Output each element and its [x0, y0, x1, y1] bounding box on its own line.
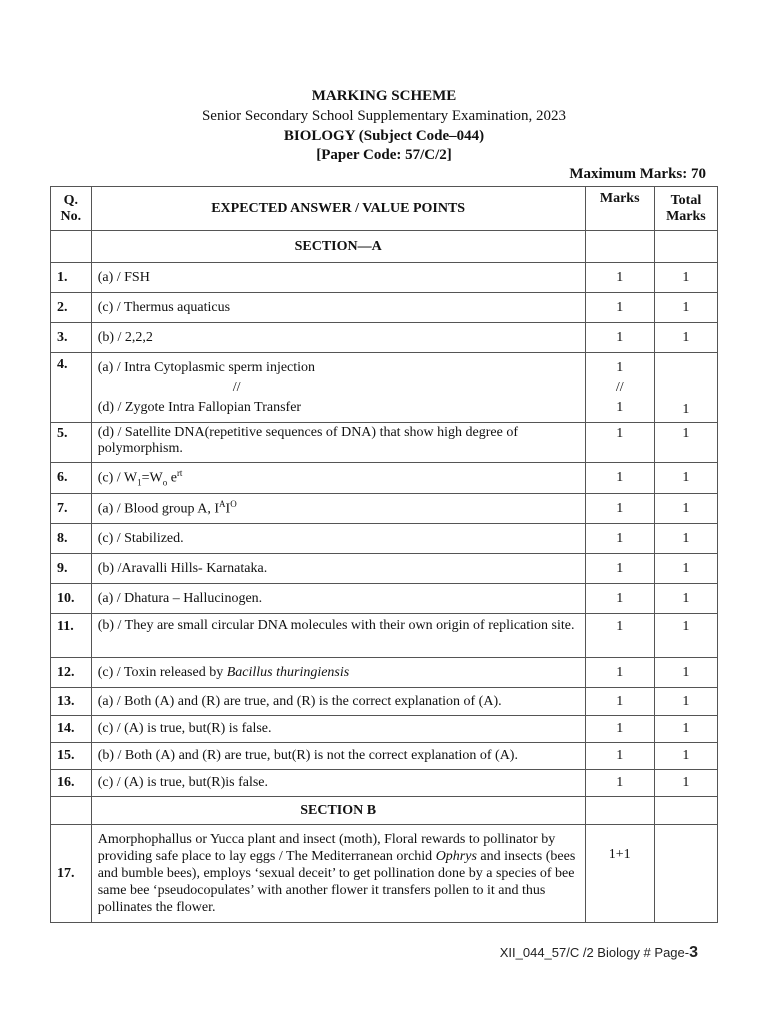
table-row — [51, 554, 718, 584]
table-row — [51, 293, 718, 323]
total: 1 — [654, 293, 717, 323]
answer: (b) / Both (A) and (R) are true, but(R) is not the correct explanation of (A). — [91, 743, 585, 770]
qno: 12. — [51, 658, 92, 688]
marks: 1 — [585, 494, 654, 524]
section-b-row — [51, 797, 718, 825]
qno: 17. — [51, 825, 92, 923]
qno: 3. — [51, 323, 92, 353]
table-row — [51, 353, 718, 423]
table-row — [51, 825, 718, 923]
total: 1 — [654, 524, 717, 554]
table-row — [51, 494, 718, 524]
answer: (a) / FSH — [91, 263, 585, 293]
total: 1 — [654, 743, 717, 770]
marks: 1+1 — [585, 825, 654, 923]
marks — [585, 353, 654, 423]
answer: (a) / Dhatura – Hallucinogen. — [91, 584, 585, 614]
marks: 1 — [585, 770, 654, 797]
answer: (c) / (A) is true, but(R)is false. — [91, 770, 585, 797]
page-number: 3 — [689, 944, 698, 961]
document-title: MARKING SCHEME — [311, 88, 457, 104]
table-row — [51, 743, 718, 770]
table-row — [51, 716, 718, 743]
header-marks: Marks — [585, 187, 654, 231]
total: 1 — [654, 554, 717, 584]
table-header-row — [51, 187, 718, 231]
total: 1 — [654, 494, 717, 524]
marks: 1 — [585, 323, 654, 353]
answer: (a) / Both (A) and (R) are true, and (R) is the correct explanation of (A). — [91, 688, 585, 716]
answer: (a) / Blood group A, $I^AI^O$ — [91, 494, 585, 524]
total: 1 — [654, 716, 717, 743]
qno: 11. — [51, 614, 92, 658]
marks: 1 — [585, 554, 654, 584]
table-row — [51, 614, 718, 658]
total: 1 — [654, 614, 717, 658]
qno: 14. — [51, 716, 92, 743]
answer: (c) / Toxin released by Bacillus thuringiensis — [91, 658, 585, 688]
total: 1 — [654, 584, 717, 614]
answer: $(c) / W_1=W_o$ $e^{rt}$ — [91, 463, 585, 494]
marks: 1 — [585, 263, 654, 293]
paper-code: [Paper Code: 57/C/2] — [316, 147, 452, 163]
answer: (d) / Satellite DNA(repetitive sequences of DNA) that show high degree of polymorphism. — [91, 423, 585, 463]
subject-line: BIOLOGY (Subject Code–044) — [283, 128, 485, 144]
answer — [91, 353, 585, 423]
qno: 9. — [51, 554, 92, 584]
answer: (b) /Aravalli Hills- Karnataka. — [91, 554, 585, 584]
qno: 16. — [51, 770, 92, 797]
footer-text: XII_044_57/C /2 Biology # Page- — [499, 945, 690, 960]
table-row — [51, 688, 718, 716]
table-row — [51, 423, 718, 463]
total: 1 — [654, 688, 717, 716]
answer: (c) / Thermus aquaticus — [91, 293, 585, 323]
section-a-row — [51, 231, 718, 263]
answer-line: (d) / Zygote Intra Fallopian Transfer — [97, 399, 302, 415]
marks: 1 — [585, 743, 654, 770]
table-row — [51, 263, 718, 293]
marks-line: 1 — [616, 359, 624, 375]
qno: 10. — [51, 584, 92, 614]
marks: 1 — [585, 423, 654, 463]
marks: 1 — [585, 614, 654, 658]
answer: (b) / They are small circular DNA molecules with their own origin of replication site. — [91, 614, 585, 658]
marks-line: 1 — [616, 399, 624, 415]
total: 1 — [654, 770, 717, 797]
qno: 1. — [51, 263, 92, 293]
table-row — [51, 584, 718, 614]
answer: (c) / Stabilized. — [91, 524, 585, 554]
marks: 1 — [585, 293, 654, 323]
answer: (c) / (A) is true, but(R) is false. — [91, 716, 585, 743]
total: 1 — [654, 423, 717, 463]
total: 1 — [654, 658, 717, 688]
section-a-heading: SECTION—A — [91, 231, 585, 263]
qno: 5. — [51, 423, 92, 463]
qno: 15. — [51, 743, 92, 770]
qno: 7. — [51, 494, 92, 524]
header-total: Total Marks — [654, 187, 717, 231]
total: 1 — [654, 323, 717, 353]
marks: 1 — [585, 658, 654, 688]
marks: 1 — [585, 584, 654, 614]
total: 1 — [654, 463, 717, 494]
qno: 6. — [51, 463, 92, 494]
section-b-heading: SECTION B — [91, 797, 585, 825]
table-row — [51, 323, 718, 353]
page-footer — [500, 944, 698, 962]
answer: Amorphophallus or Yucca plant and insect (moth), Floral rewards to pollinator by providing safe place to lay eggs / The Mediterranean orchid Ophrys and insects (bees and bumble bees), employs ‘sexual deceit’ to get pollination done by a species of bee same bee ‘pseudocopulates’ with another flower it transfers pollen to it and thus pollinates the flower. — [91, 825, 585, 923]
qno: 4. — [51, 353, 92, 423]
qno: 8. — [51, 524, 92, 554]
marking-table — [50, 186, 718, 923]
table-row — [51, 770, 718, 797]
total — [654, 825, 717, 923]
total: 1 — [654, 263, 717, 293]
answer: (b) / 2,2,2 — [91, 323, 585, 353]
maximum-marks: Maximum Marks: 70 — [569, 166, 706, 182]
answer-line: (a) / Intra Cytoplasmic sperm injection — [97, 359, 316, 375]
marks: 1 — [585, 688, 654, 716]
header-qno: Q. No. — [51, 187, 92, 231]
qno: 2. — [51, 293, 92, 323]
marks-separator: // — [615, 379, 624, 395]
exam-name: Senior Secondary School Supplementary Examination, 2023 — [201, 108, 567, 124]
marks: 1 — [585, 524, 654, 554]
total: 1 — [654, 353, 717, 423]
marks: 1 — [585, 463, 654, 494]
table-row — [51, 658, 718, 688]
answer-separator: // — [232, 379, 241, 395]
table-row — [51, 524, 718, 554]
qno: 13. — [51, 688, 92, 716]
marks: 1 — [585, 716, 654, 743]
header-answer: EXPECTED ANSWER / VALUE POINTS — [91, 187, 585, 231]
table-row — [51, 463, 718, 494]
